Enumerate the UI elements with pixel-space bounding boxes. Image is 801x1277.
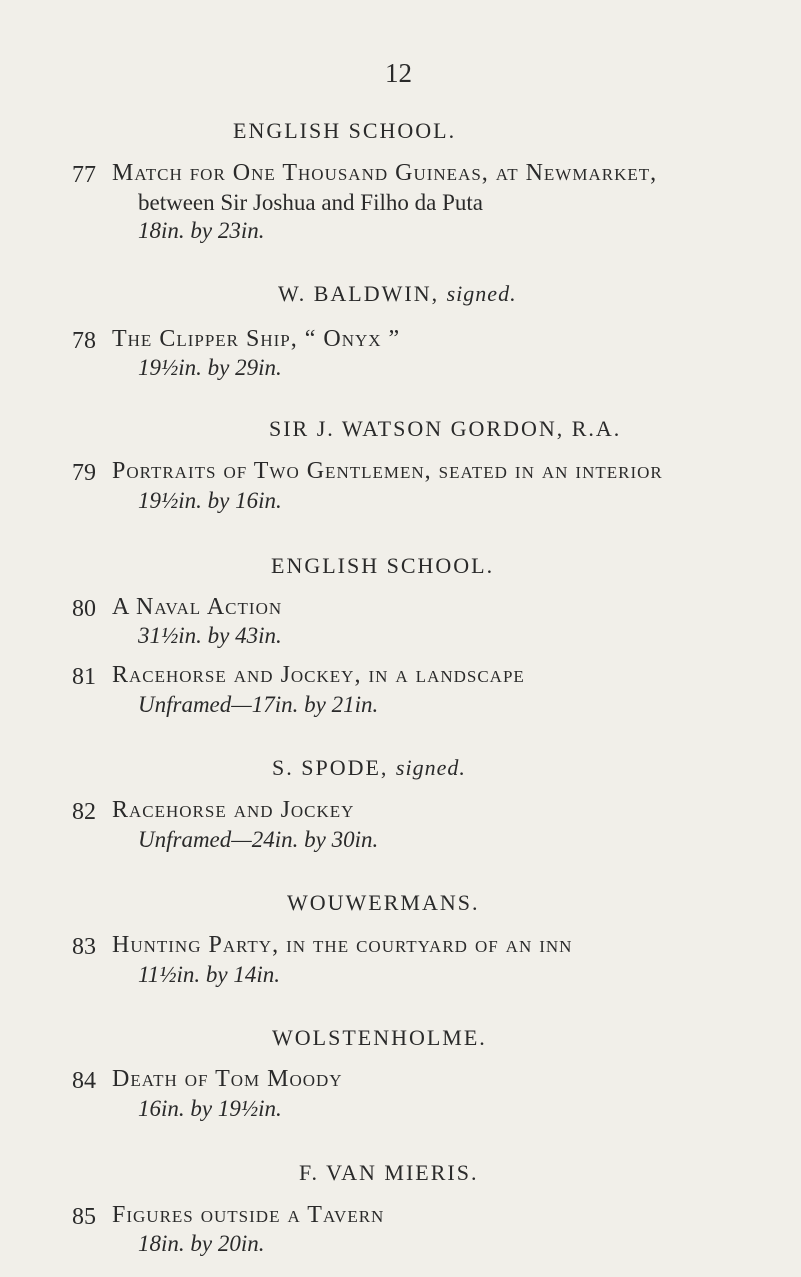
lot-number: 85 bbox=[72, 1204, 96, 1230]
lot-number: 81 bbox=[72, 664, 96, 690]
lot-dimensions: 19½in. by 29in. bbox=[138, 355, 282, 380]
artist-heading: S. SPODE, signed. bbox=[272, 755, 466, 780]
lot-number: 84 bbox=[72, 1068, 96, 1094]
artist-heading: SIR J. WATSON GORDON, R.A. bbox=[269, 416, 622, 441]
lot-dimensions: 31½in. by 43in. bbox=[138, 623, 282, 648]
lot-subtitle: between Sir Joshua and Filho da Puta bbox=[138, 190, 483, 215]
lot-dimensions: Unframed—24in. by 30in. bbox=[138, 827, 379, 852]
page-number: 12 bbox=[385, 58, 412, 88]
lot-title: Racehorse and Jockey bbox=[112, 797, 355, 823]
lot-title: A Naval Action bbox=[112, 594, 283, 620]
artist-heading: F. VAN MIERIS. bbox=[299, 1160, 479, 1185]
artist-heading: WOLSTENHOLME. bbox=[272, 1025, 487, 1050]
lot-number: 77 bbox=[72, 162, 96, 188]
artist-heading: ENGLISH SCHOOL. bbox=[233, 118, 457, 143]
lot-number: 78 bbox=[72, 328, 96, 354]
lot-dimensions: 18in. by 20in. bbox=[138, 1231, 265, 1256]
lot-number: 82 bbox=[72, 799, 96, 825]
lot-title: Match for One Thousand Guineas, at Newmarket, bbox=[112, 160, 658, 186]
lot-dimensions: 16in. by 19½in. bbox=[138, 1096, 282, 1121]
lot-number: 79 bbox=[72, 460, 96, 486]
lot-number: 83 bbox=[72, 934, 96, 960]
artist-heading: W. BALDWIN, signed. bbox=[278, 281, 517, 306]
lot-title: Portraits of Two Gentlemen, seated in an interior bbox=[112, 458, 663, 484]
lot-title: Death of Tom Moody bbox=[112, 1066, 343, 1092]
lot-title: Hunting Party, in the courtyard of an inn bbox=[112, 932, 573, 958]
lot-title: The Clipper Ship, “ Onyx ” bbox=[112, 326, 401, 352]
lot-title: Figures outside a Tavern bbox=[112, 1202, 385, 1228]
artist-heading: WOUWERMANS. bbox=[287, 890, 480, 915]
lot-title: Racehorse and Jockey, in a landscape bbox=[112, 662, 525, 688]
lot-dimensions: Unframed—17in. by 21in. bbox=[138, 692, 379, 717]
lot-dimensions: 11½in. by 14in. bbox=[138, 962, 281, 987]
lot-dimensions: 18in. by 23in. bbox=[138, 218, 265, 243]
lot-dimensions: 19½in. by 16in. bbox=[138, 488, 282, 513]
lot-number: 80 bbox=[72, 596, 96, 622]
artist-heading: ENGLISH SCHOOL. bbox=[271, 553, 495, 578]
